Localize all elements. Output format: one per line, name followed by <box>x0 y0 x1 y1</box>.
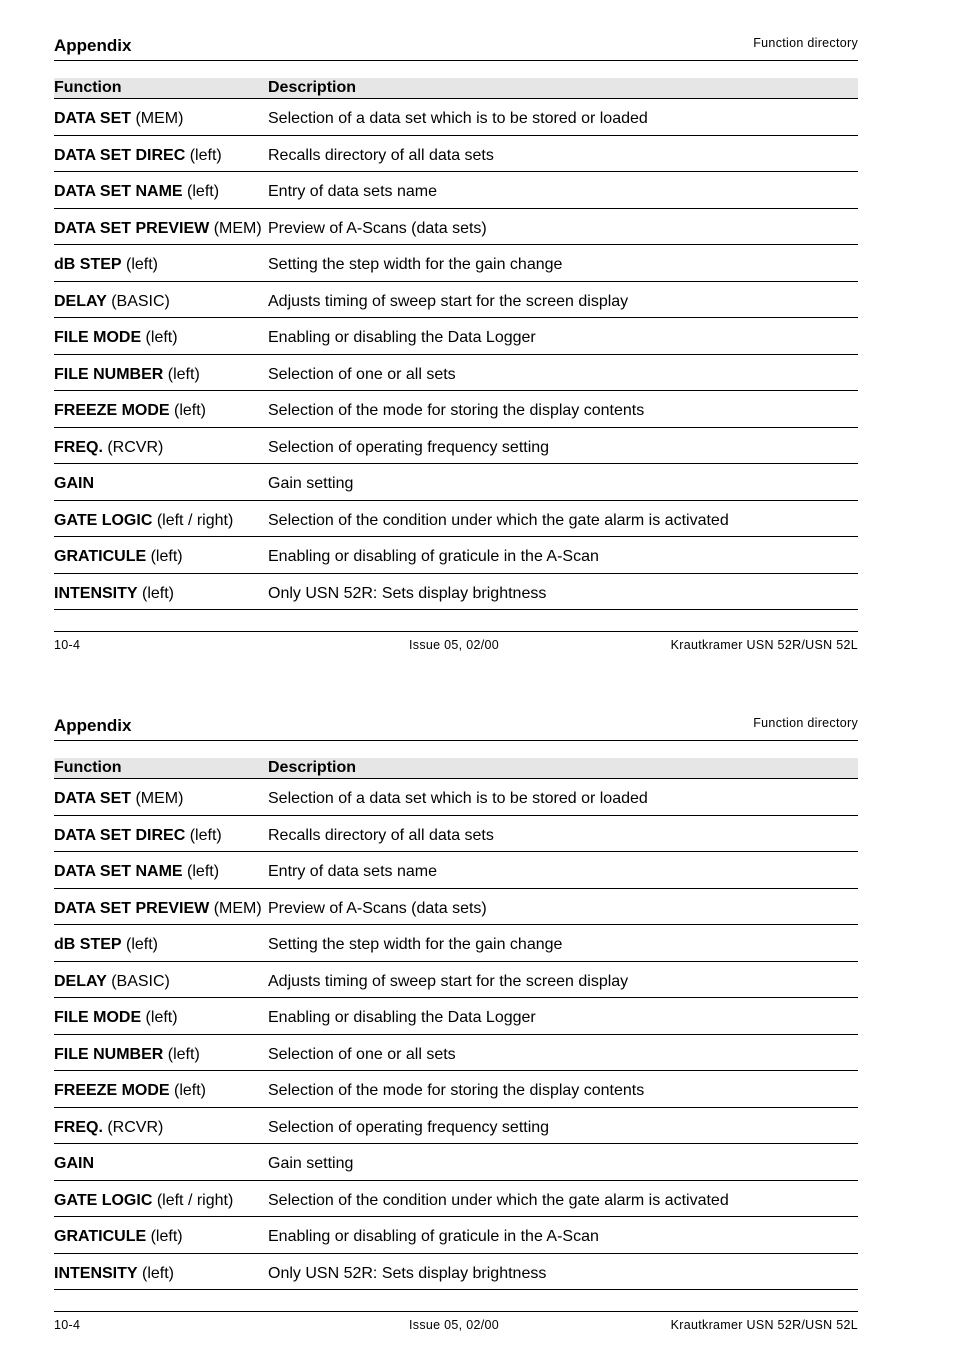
table-row <box>54 172 858 209</box>
function-cell <box>54 827 222 845</box>
page-footer <box>54 1311 858 1334</box>
function-description: Recalls directory of all data sets <box>268 146 494 164</box>
table-row <box>54 1181 858 1218</box>
issue-label: Issue 05, 02/00 <box>409 638 499 652</box>
function-description: Enabling or disabling of graticule in the A-Scan <box>268 548 599 565</box>
function-description: Enabling or disabling of graticule in the A-Scan <box>268 1228 599 1245</box>
function-menu: (MEM) <box>131 790 184 807</box>
function-description: Selection of one or all sets <box>268 1045 456 1063</box>
function-name: dB STEP <box>54 936 122 953</box>
function-cell <box>54 1155 94 1173</box>
function-name: DATA SET NAME <box>54 183 183 200</box>
function-menu: (BASIC) <box>106 292 170 310</box>
function-menu: (left / right) <box>152 511 234 529</box>
function-cell <box>54 220 262 238</box>
table-row <box>54 318 858 355</box>
function-cell <box>54 1046 200 1064</box>
function-menu: (left) <box>137 584 175 602</box>
issue-label: Issue 05, 02/00 <box>409 1318 499 1332</box>
function-description: Gain setting <box>268 475 354 492</box>
function-menu: (left) <box>121 256 159 273</box>
function-menu: (BASIC) <box>106 972 170 990</box>
function-menu: (left) <box>182 863 220 880</box>
page-top <box>54 30 858 654</box>
function-description: Selection of one or all sets <box>268 365 456 383</box>
function-description: Only USN 52R: Sets display brightness <box>268 1264 547 1282</box>
function-description: Selection of the mode for storing the display contents <box>268 1082 645 1099</box>
table-row <box>54 998 858 1035</box>
function-name: GRATICULE <box>54 548 147 565</box>
table-row <box>54 925 858 962</box>
function-name: GATE LOGIC <box>54 1191 153 1209</box>
table-row <box>54 282 858 319</box>
function-name: FILE MODE <box>54 329 142 346</box>
table-header <box>54 758 858 779</box>
function-name: DATA SET <box>54 110 132 127</box>
function-description: Selection of operating frequency setting <box>268 1118 550 1136</box>
page-number: 10-4 <box>54 638 81 652</box>
table-row <box>54 501 858 538</box>
section-title: Function directory <box>753 36 858 50</box>
function-menu: (MEM) <box>131 110 184 127</box>
function-description: Entry of data sets name <box>268 863 437 880</box>
function-menu: (left) <box>169 1082 207 1099</box>
table-row <box>54 355 858 392</box>
table-row <box>54 1035 858 1072</box>
function-table <box>54 99 858 610</box>
function-description: Setting the step width for the gain change <box>268 936 563 953</box>
function-cell <box>54 790 183 808</box>
page-number: 10-4 <box>54 1318 81 1332</box>
function-cell <box>54 402 206 420</box>
function-description: Adjusts timing of sweep start for the screen display <box>268 972 629 990</box>
function-name: FREEZE MODE <box>54 1082 170 1099</box>
product-label: Krautkramer USN 52R/USN 52L <box>670 638 858 652</box>
table-row <box>54 1217 858 1254</box>
function-menu: (RCVR) <box>102 438 164 456</box>
table-row <box>54 779 858 816</box>
table-row <box>54 537 858 574</box>
function-description: Preview of A-Scans (data sets) <box>268 899 487 917</box>
function-cell <box>54 585 174 603</box>
table-row <box>54 816 858 853</box>
function-menu: (MEM) <box>209 899 262 917</box>
function-cell <box>54 1009 178 1027</box>
page-header <box>54 710 858 741</box>
function-description: Selection of operating frequency setting <box>268 438 550 456</box>
function-description: Preview of A-Scans (data sets) <box>268 219 487 237</box>
column-header-description: Description <box>268 759 357 776</box>
table-row <box>54 245 858 282</box>
function-menu: (left) <box>185 146 222 164</box>
function-name: GAIN <box>54 1155 94 1172</box>
function-name: INTENSITY <box>54 584 138 602</box>
function-cell <box>54 147 222 165</box>
function-description: Selection of a data set which is to be stored or loaded <box>268 790 648 807</box>
table-row <box>54 1144 858 1181</box>
function-cell <box>54 1265 174 1283</box>
function-cell <box>54 329 178 347</box>
table-row <box>54 962 858 999</box>
function-cell <box>54 973 170 991</box>
function-menu: (left) <box>141 1009 178 1026</box>
function-name: DATA SET PREVIEW <box>54 219 210 237</box>
function-name: DATA SET PREVIEW <box>54 899 210 917</box>
column-header-description: Description <box>268 79 357 96</box>
function-table <box>54 779 858 1290</box>
function-menu: (left) <box>121 936 159 953</box>
function-name: GAIN <box>54 475 94 492</box>
table-row <box>54 852 858 889</box>
table-row <box>54 428 858 465</box>
function-name: FILE NUMBER <box>54 365 164 383</box>
function-menu: (left) <box>141 329 178 346</box>
function-cell <box>54 366 200 384</box>
function-description: Selection of the condition under which the gate alarm is activated <box>268 511 729 529</box>
function-description: Enabling or disabling the Data Logger <box>268 329 536 346</box>
function-name: FREQ. <box>54 1118 103 1136</box>
function-menu: (left) <box>163 1045 200 1063</box>
function-cell <box>54 293 170 311</box>
page-title: Appendix <box>54 716 132 735</box>
function-cell <box>54 475 94 493</box>
function-name: FILE NUMBER <box>54 1045 164 1063</box>
function-name: DELAY <box>54 292 107 310</box>
function-description: Selection of the mode for storing the display contents <box>268 402 645 419</box>
page-header <box>54 30 858 61</box>
function-cell <box>54 548 183 566</box>
table-row <box>54 1071 858 1108</box>
table-row <box>54 574 858 611</box>
function-name: DATA SET NAME <box>54 863 183 880</box>
function-menu: (left) <box>146 1228 183 1245</box>
function-name: DATA SET DIREC <box>54 146 186 164</box>
function-name: INTENSITY <box>54 1264 138 1282</box>
function-name: dB STEP <box>54 256 122 273</box>
function-menu: (RCVR) <box>102 1118 164 1136</box>
function-name: FILE MODE <box>54 1009 142 1026</box>
table-row <box>54 209 858 246</box>
function-cell <box>54 900 262 918</box>
function-menu: (left) <box>137 1264 175 1282</box>
function-menu: (left / right) <box>152 1191 234 1209</box>
function-description: Enabling or disabling the Data Logger <box>268 1009 536 1026</box>
function-cell <box>54 863 219 881</box>
function-description: Recalls directory of all data sets <box>268 826 494 844</box>
table-row <box>54 136 858 173</box>
function-menu: (left) <box>169 402 207 419</box>
function-name: GRATICULE <box>54 1228 147 1245</box>
function-menu: (left) <box>146 548 183 565</box>
function-name: DATA SET <box>54 790 132 807</box>
function-cell <box>54 110 183 128</box>
function-cell <box>54 256 158 274</box>
function-description: Only USN 52R: Sets display brightness <box>268 584 547 602</box>
column-header-function: Function <box>54 759 122 776</box>
function-cell <box>54 1192 233 1210</box>
function-description: Selection of a data set which is to be stored or loaded <box>268 110 648 127</box>
table-row <box>54 1108 858 1145</box>
function-description: Setting the step width for the gain change <box>268 256 563 273</box>
function-description: Adjusts timing of sweep start for the screen display <box>268 292 629 310</box>
table-row <box>54 99 858 136</box>
table-header <box>54 78 858 99</box>
table-row <box>54 1254 858 1291</box>
function-cell <box>54 1119 163 1137</box>
table-row <box>54 391 858 428</box>
function-name: DATA SET DIREC <box>54 826 186 844</box>
function-cell <box>54 512 233 530</box>
function-menu: (MEM) <box>209 219 262 237</box>
function-menu: (left) <box>182 183 220 200</box>
table-row <box>54 889 858 926</box>
function-cell <box>54 1228 183 1246</box>
page-footer <box>54 631 858 654</box>
function-name: FREQ. <box>54 438 103 456</box>
section-title: Function directory <box>753 716 858 730</box>
column-header-function: Function <box>54 79 122 96</box>
function-menu: (left) <box>185 826 222 844</box>
page-bottom <box>54 710 858 1334</box>
product-label: Krautkramer USN 52R/USN 52L <box>670 1318 858 1332</box>
function-cell <box>54 439 163 457</box>
function-name: GATE LOGIC <box>54 511 153 529</box>
function-description: Entry of data sets name <box>268 183 437 200</box>
function-description: Gain setting <box>268 1155 354 1172</box>
table-row <box>54 464 858 501</box>
page-title: Appendix <box>54 36 132 55</box>
function-menu: (left) <box>163 365 200 383</box>
function-cell <box>54 183 219 201</box>
function-cell <box>54 936 158 954</box>
function-name: DELAY <box>54 972 107 990</box>
function-description: Selection of the condition under which the gate alarm is activated <box>268 1191 729 1209</box>
function-name: FREEZE MODE <box>54 402 170 419</box>
function-cell <box>54 1082 206 1100</box>
